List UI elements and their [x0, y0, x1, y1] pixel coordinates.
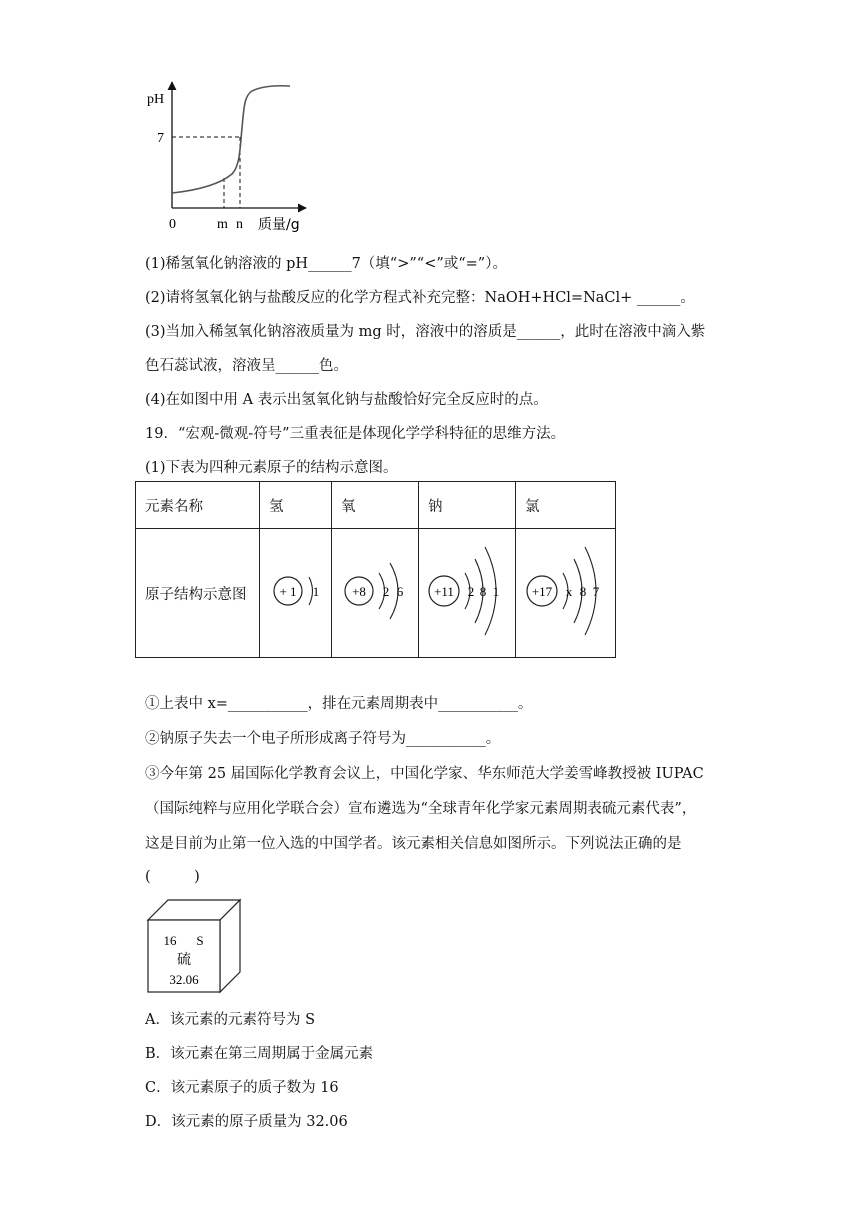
element-mass: 32.06 — [169, 972, 199, 987]
svg-text:6: 6 — [396, 584, 404, 599]
svg-text:7: 7 — [592, 584, 600, 599]
question-19-sub-1: (1)下表为四种元素原子的结构示意图。 — [145, 460, 398, 476]
svg-text:+11: +11 — [434, 584, 454, 599]
sub-question-3-line-1: ③今年第 25 届国际化学教育会议上，中国化学家、华东师范大学姜雪峰教授被 IUPAC — [145, 766, 704, 782]
atom-diagram-h — [260, 529, 330, 653]
atom-cell-na — [419, 529, 516, 658]
element-number: 16 — [163, 933, 177, 948]
question-3-line-1: (3)当加入稀氢氧化钠溶液质量为 mg 时，溶液中的溶质是______，此时在溶液中滴入紫 — [145, 324, 706, 340]
question-1: (1)稀氢氧化钠溶液的 pH______7（填“>”“<”或“=”）。 — [145, 256, 507, 272]
svg-text:+17: +17 — [531, 584, 553, 599]
element-name-na: 钠 — [419, 482, 516, 529]
header-label: 元素名称 — [136, 482, 260, 529]
x-axis-label: 质量/g — [258, 217, 300, 233]
svg-text:+8: +8 — [352, 584, 366, 599]
atom-diagram-o — [332, 529, 418, 653]
svg-text:+ 1: + 1 — [279, 584, 297, 599]
option-c[interactable]: C．该元素原子的质子数为 16 — [145, 1080, 339, 1096]
element-name-cl: 氯 — [516, 482, 616, 529]
element-symbol: S — [196, 933, 204, 948]
x-tick-n: n — [236, 217, 243, 232]
svg-text:2: 2 — [382, 584, 390, 599]
sub-question-2: ②钠原子失去一个电子所形成离子符号为___________。 — [145, 731, 501, 747]
row-label: 原子结构示意图 — [136, 529, 260, 658]
atom-cell-h — [260, 529, 332, 658]
sub-question-3-line-2: （国际纯粹与应用化学联合会）宣布遴选为“全球青年化学家元素周期表硫元素代表”， — [145, 801, 697, 817]
question-2: (2)请将氢氧化钠与盐酸反应的化学方程式补充完整：NaOH+HCl=NaCl+ ______。 — [145, 290, 695, 306]
svg-text:8: 8 — [579, 584, 587, 599]
svg-text:1: 1 — [492, 584, 500, 599]
table-header-row — [136, 482, 616, 529]
atom-cell-o — [332, 529, 419, 658]
question-3-line-2: 色石蕊试液，溶液呈______色。 — [145, 358, 348, 374]
svg-text:2: 2 — [467, 584, 475, 599]
element-name-o: 氧 — [332, 482, 419, 529]
svg-text:x: x — [565, 584, 573, 599]
element-name: 硫 — [177, 952, 191, 968]
option-a[interactable]: A．该元素的元素符号为 S — [145, 1012, 316, 1028]
element-name-h: 氢 — [260, 482, 332, 529]
question-4: (4)在如图中用 A 表示出氢氧化钠与盐酸恰好完全反应时的点。 — [145, 392, 548, 408]
element-card-sulfur — [146, 898, 242, 994]
option-d[interactable]: D．该元素的原子质量为 32.06 — [145, 1114, 348, 1130]
sub-question-3-line-3: 这是目前为止第一位入选的中国学者。该元素相关信息如图所示。下列说法正确的是 — [145, 836, 682, 852]
atom-diagram-cl — [516, 529, 615, 653]
ph-graph — [140, 78, 310, 236]
element-table — [135, 481, 616, 658]
option-b[interactable]: B．该元素在第三周期属于金属元素 — [145, 1046, 374, 1062]
atom-cell-cl — [516, 529, 616, 658]
y-axis-label: pH — [147, 92, 165, 107]
atom-diagram-na — [419, 529, 515, 653]
question-19-title: 19．“宏观-微观-符号”三重表征是体现化学学科特征的思维方法。 — [145, 426, 566, 442]
ph-curve — [172, 86, 290, 193]
svg-text:8: 8 — [479, 584, 487, 599]
answer-bracket: ( ) — [145, 869, 200, 885]
sub-question-1: ①上表中 x=___________，排在元素周期表中___________。 — [145, 696, 533, 712]
svg-text:1: 1 — [312, 584, 320, 599]
table-diagram-row — [136, 529, 616, 658]
x-tick-origin: 0 — [169, 217, 176, 232]
y-tick-7: 7 — [157, 131, 164, 146]
x-tick-m: m — [217, 217, 228, 232]
